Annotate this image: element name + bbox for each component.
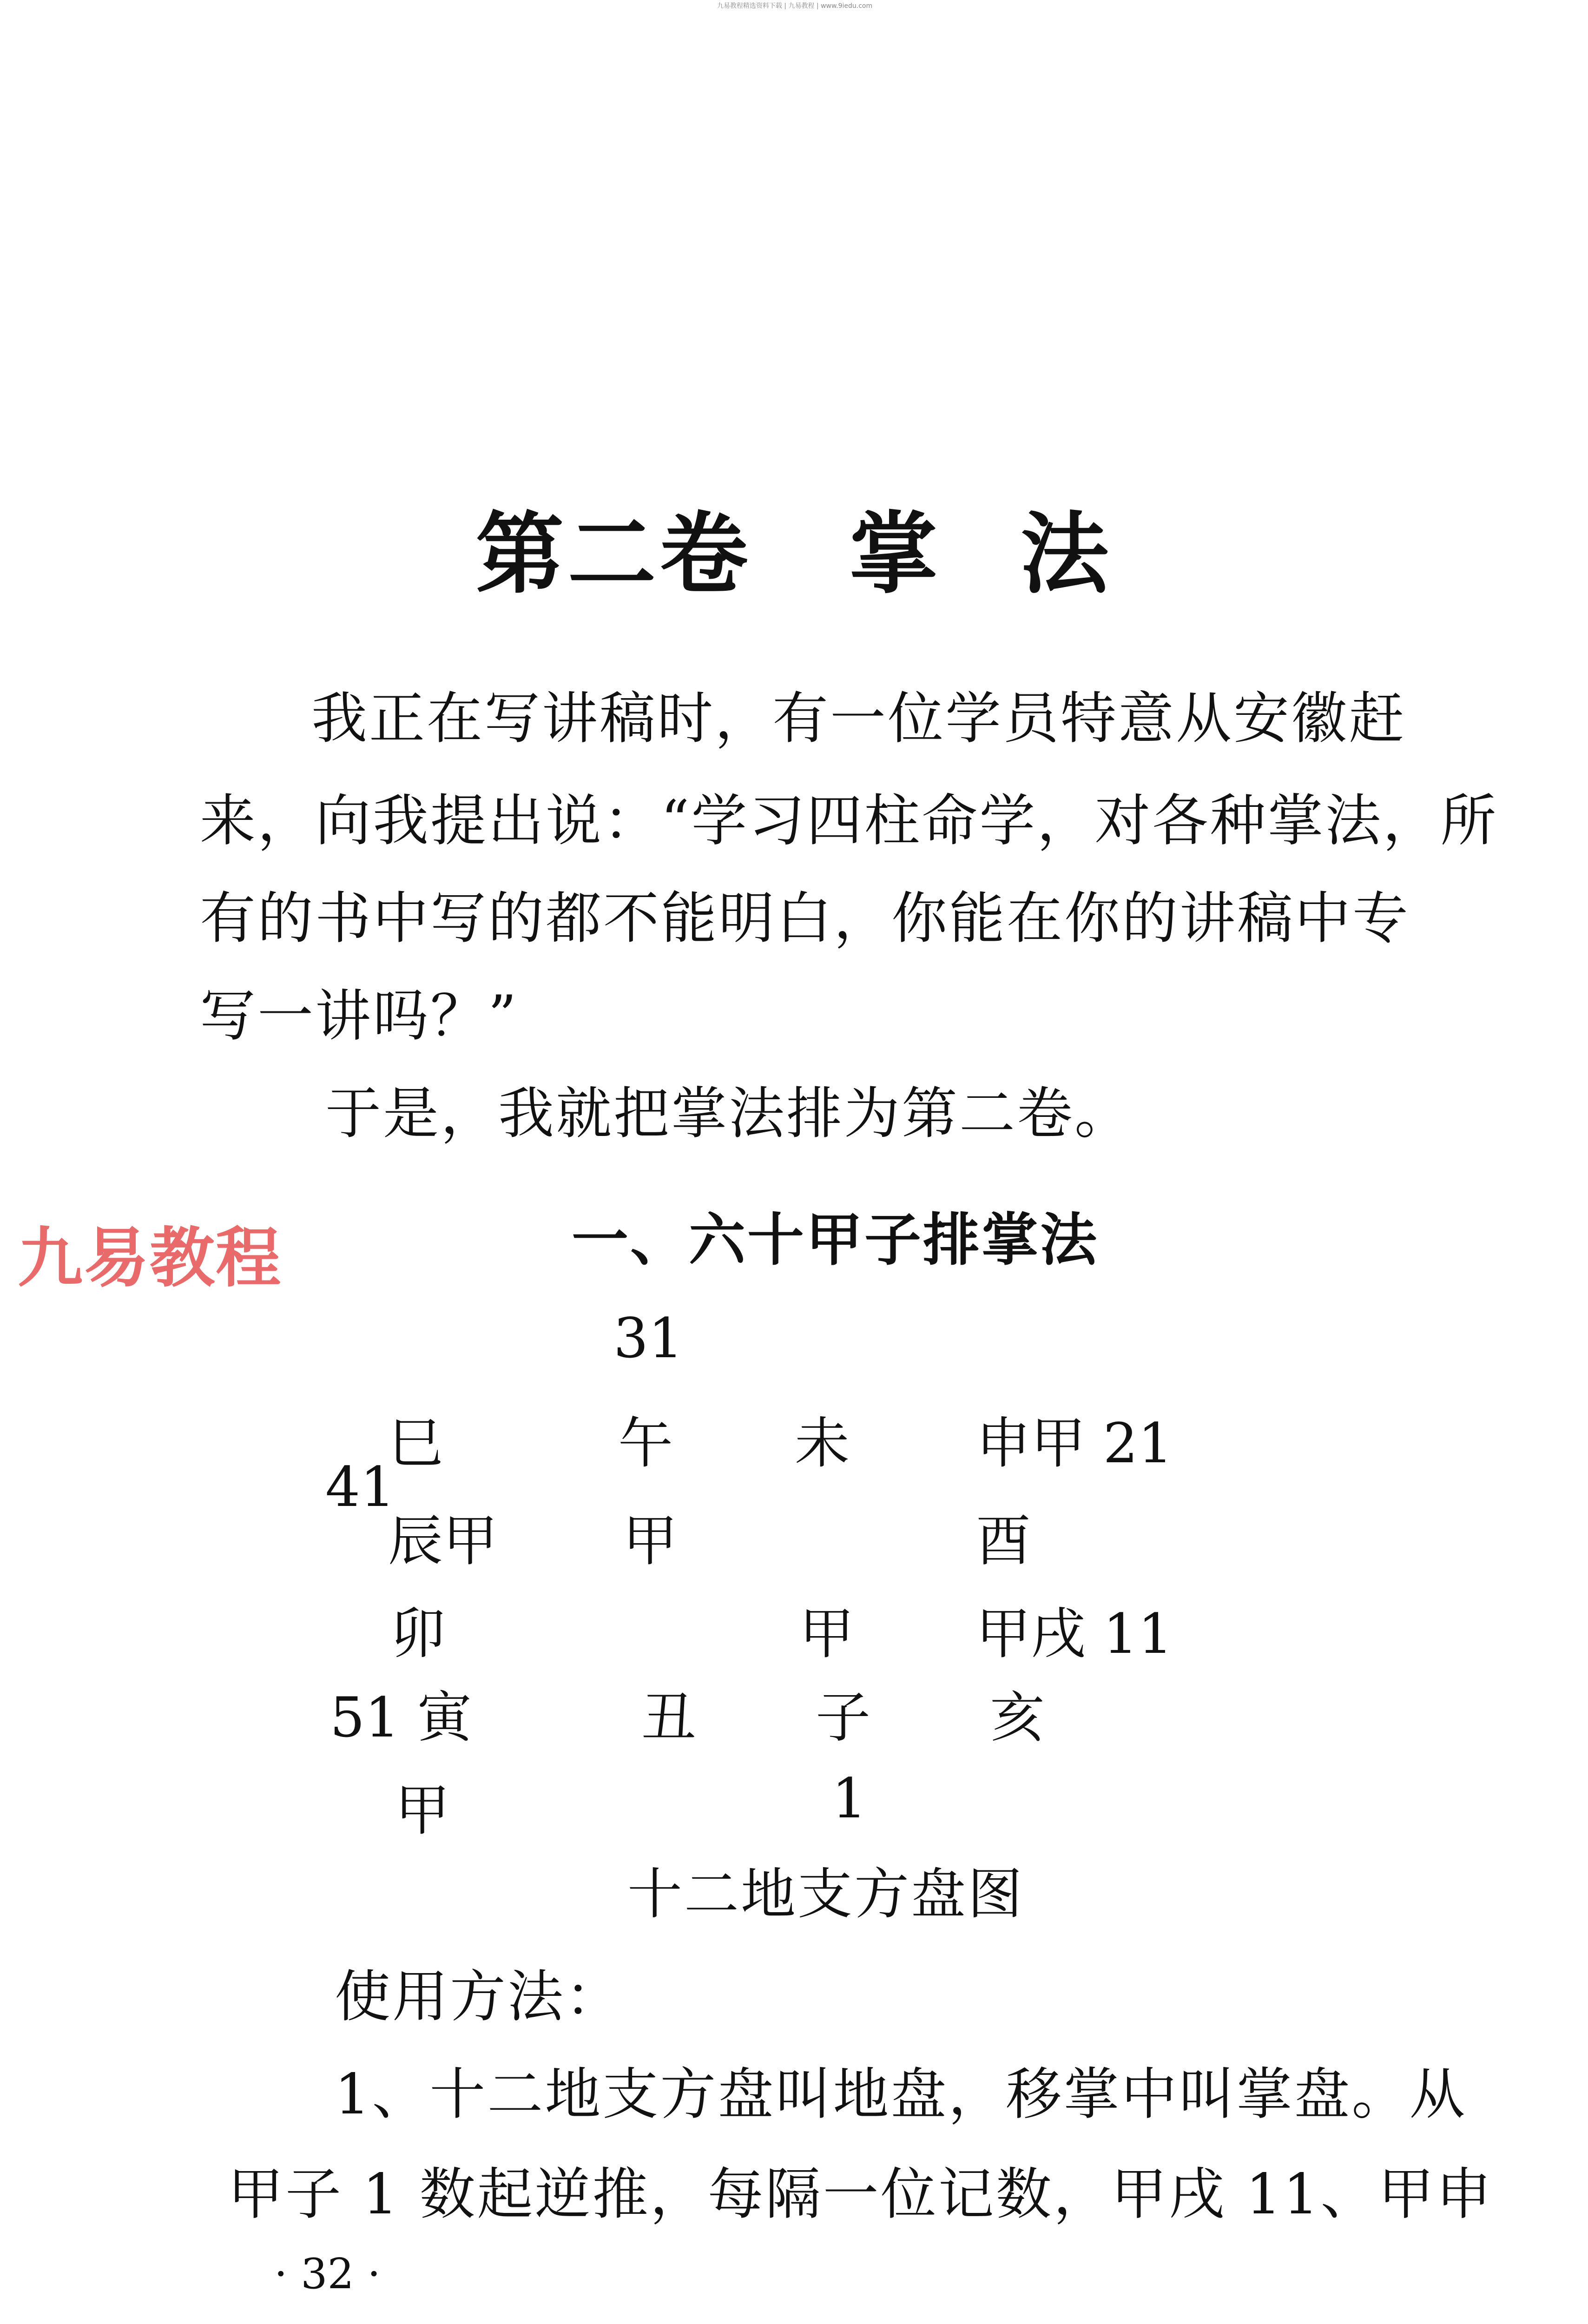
chapter-title-part2: 掌 — [849, 503, 942, 606]
watermark-logo: 九易教程 — [18, 1221, 282, 1296]
diagram-cell-jia-xu-11: 甲戌 11 — [976, 1602, 1173, 1666]
diagram-caption: 十二地支方盘图 — [627, 1862, 1025, 1926]
diagram-cell-51-yin: 51 寅 — [330, 1685, 472, 1750]
diagram-cell-chen-jia: 辰甲 — [388, 1509, 498, 1573]
diagram-cell-wu: 午 — [618, 1411, 673, 1475]
usage-line-2: 甲子 1 数起逆推，每隔一位记数，甲戌 11、甲申 — [228, 2162, 1494, 2227]
paragraph-line-3: 有的书中写的都不能明白，你能在你的讲稿中专 — [200, 886, 1410, 951]
chapter-title — [0, 483, 1588, 610]
diagram-cell-wei: 未 — [795, 1411, 850, 1475]
diagram-left-number-41: 41 — [325, 1455, 395, 1519]
diagram-cell-1: 1 — [832, 1766, 867, 1830]
diagram-cell-you: 酉 — [976, 1509, 1031, 1573]
diagram-cell-jia-mid: 甲 — [623, 1509, 678, 1573]
page-number: · 32 · — [274, 2250, 381, 2298]
chapter-title-part3: 法 — [1020, 503, 1113, 606]
paragraph-line-5: 于是，我就把掌法排为第二卷。 — [325, 1082, 1132, 1146]
diagram-cell-zi: 子 — [816, 1685, 871, 1750]
diagram-cell-jia-bottom: 甲 — [395, 1778, 450, 1842]
diagram-cell-hai: 亥 — [990, 1685, 1045, 1750]
diagram-cell-chou: 丑 — [641, 1685, 697, 1750]
diagram-cell-mao: 卯 — [390, 1602, 446, 1666]
diagram-cell-si: 巳 — [388, 1411, 443, 1475]
diagram-top-number: 31 — [613, 1306, 684, 1370]
paragraph-line-4: 写一讲吗？” — [200, 984, 519, 1049]
usage-line-1: 1、十二地支方盘叫地盘，移掌中叫掌盘。从 — [335, 2062, 1467, 2127]
diagram-cell-jia-right: 甲 — [799, 1602, 855, 1666]
chapter-title-part1: 第二卷 — [475, 503, 752, 606]
header-tiny-text: 九易教程精选资料下载 | 九易教程 | www.9iedu.com — [717, 2, 873, 10]
paragraph-line-2: 来，向我提出说：“学习四柱命学，对各种掌法，所 — [200, 789, 1498, 853]
usage-heading: 使用方法： — [335, 1965, 623, 2029]
paragraph-line-1: 我正在写讲稿时，有一位学员特意从安徽赶 — [311, 687, 1406, 751]
diagram-cell-shen-jia-21: 申甲 21 — [976, 1411, 1173, 1475]
section-heading: 一、六十甲子排掌法 — [572, 1207, 1099, 1273]
